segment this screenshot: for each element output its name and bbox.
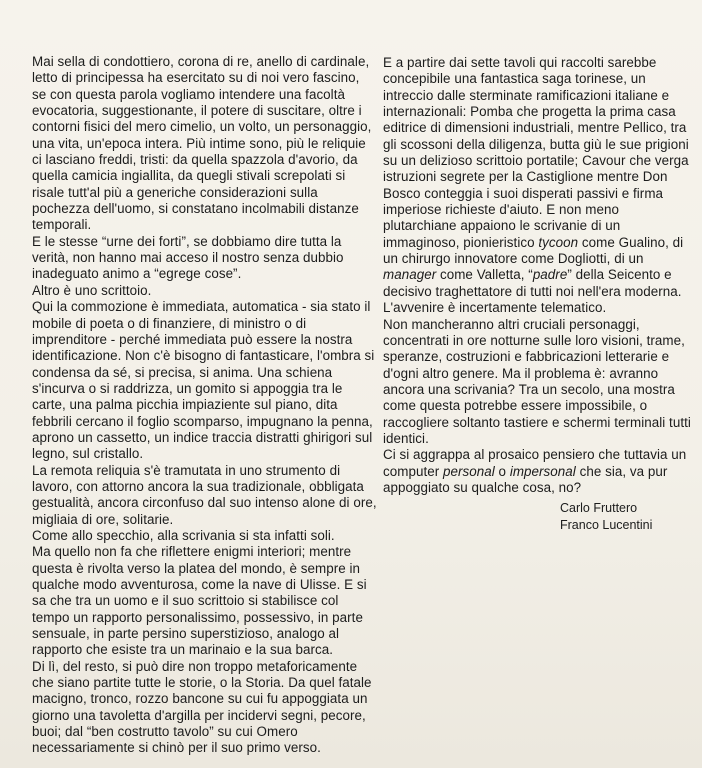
saga-text-4: ” della Seicento e decisivo traghettatore di tutti noi nell'era moderna. [383, 267, 682, 299]
paragraph-specchio: Come allo specchio, alla scrivania si sta infatti soli. [32, 527, 335, 543]
computer-italic-impersonal: impersonal [509, 463, 576, 479]
paragraph-commozione: Qui la commozione è immediata, automatica - sia stato il mobile di poeta o di finanziere, di ministro o di imprenditore - perché immediata può essere la nostra identificazione. Non c'è bisogno di fantasticare, l'ombra si condensa da sé, si precisa, si anima. Una schiena s'incurva o si raddrizza, un gomito si appoggia tra le carte, una palma picchia impiaziente sul piano, dita febbrili cercano il foglio scomparso, impugnano la penna, aprono un cassetto, un indice traccia distratti ghirigori sul legno, sul cristallo. [32, 299, 375, 462]
author-name-1: Carlo Fruttero [560, 501, 638, 515]
computer-text-1: Ci si aggrappa al prosaico pensiero che tuttavia un computer [383, 447, 687, 479]
right-column [383, 55, 693, 496]
saga-italic-tycoon: tycoon [538, 234, 579, 250]
signature-block [560, 500, 652, 534]
saga-italic-padre: padre [532, 267, 568, 283]
computer-text-3: che sia, va pur appoggiato su qualche cosa, no? [383, 463, 668, 495]
paragraph-reliquia: La remota reliquia s'è tramutata in uno strumento di lavoro, con attorno ancora la sua tradizionale, obbligata gestualità, ancora circonfuso dal suo intenso alone di ore, migliaia di ore, solitarie. [32, 462, 377, 527]
left-column [32, 54, 377, 757]
paragraph-storia: Di lì, del resto, si può dire non troppo metaforicamente che siano partite tutte le storie, o la Storia. Da quel fatale macigno, tronco, rozzo bancone su cui fu appoggiata un giorno una tavoletta d'argilla per incidervi segni, pecore, buoi; dal “ben costrutto tavolo” su cui Omero necessariamente si chinò per il suo primo verso. [32, 658, 372, 756]
computer-text-2: o [494, 463, 510, 479]
paragraph-scrittoio: Altro è uno scrittoio. [32, 282, 152, 298]
paragraph-avvenire: L'avvenire è incertamente telematico. [383, 300, 607, 316]
saga-text-2: come Gualino, di un chirurgo innovatore come Dogliotti, di un [383, 234, 684, 267]
author-name-2: Franco Lucentini [560, 518, 653, 532]
paragraph-enigmi: Ma quello non fa che riflettere enigmi interiori; mentre questa è rivolta verso la platea del mondo, è sempre in qualche modo avventurosa, come la nave di Ulisse. E si sa che tra un uomo e il suo scrittoio si stabilisce col tempo un rapporto personalissimo, possessivo, in parte sensuale, in parte persino superstizioso, analogo al rapporto che esiste tra un marinaio e la sua barca. [32, 544, 367, 658]
paragraph-computer [383, 447, 693, 496]
paragraph-intro: Mai sella di condottiero, corona di re, anello di cardinale, letto di principessa ha esercitato su di noi vero fascino, se con questa parola vogliamo intendere una facoltà evocatoria, suggestionante, il potere di suscitare, oltre i contorni fisici del mero cimelio, un volto, un personaggio, una vita, un'epoca intera. Più intime sono, più le reliquie ci lasciano freddi, tristi: da quella spazzola d'avorio, da quella camicia ingiallita, da quegli stivali screpolati si risale tutt'al più a generiche considerazioni sulla pochezza dell'uomo, si constatano incolmabili distanze temporali. [32, 54, 372, 233]
saga-text-3: come Valletta, “ [436, 267, 533, 283]
paragraph-personaggi: Non mancheranno altri cruciali personaggi, concentrati in ore notturne sulle loro visioni, trame, speranze, costruzioni e fabbricazioni letterarie e d'ogni altro genere. Ma il problema è: avranno ancora una scrivania? Tra un secolo, una mostra come questa potrebbe essere impossibile, o raccogliere soltanto tastiere e schermi terminali tutti identici. [383, 316, 691, 446]
computer-italic-personal: personal [443, 463, 495, 479]
saga-text-1: E a partire dai sette tavoli qui raccolti sarebbe concepibile una fantastica saga torinese, un intreccio dalle sterminate ramificazioni italiane e internazionali: Pomba che progetta la prima casa editrice di dimensioni industriali, mentre Pellico, tra gli scossoni della diligenza, butta giù le sue prigioni su un delizioso scrittoio portatile; Cavour che verga istruzioni segrete per la Castiglione mentre Don Bosco conteggia i suoi disperati passivi e firma imperiose richieste d'aiuto. E non meno plutarchiane appaiono le scrivanie di un immaginoso, pionieristico [383, 55, 689, 250]
paragraph-saga [383, 55, 693, 300]
paragraph-urne: E le stesse “urne dei forti”, se dobbiamo dire tutta la verità, non hanno mai acceso il nostro senza dubbio inadeguato animo a “egrege cose”. [32, 233, 344, 282]
saga-italic-manager: manager [383, 267, 437, 283]
